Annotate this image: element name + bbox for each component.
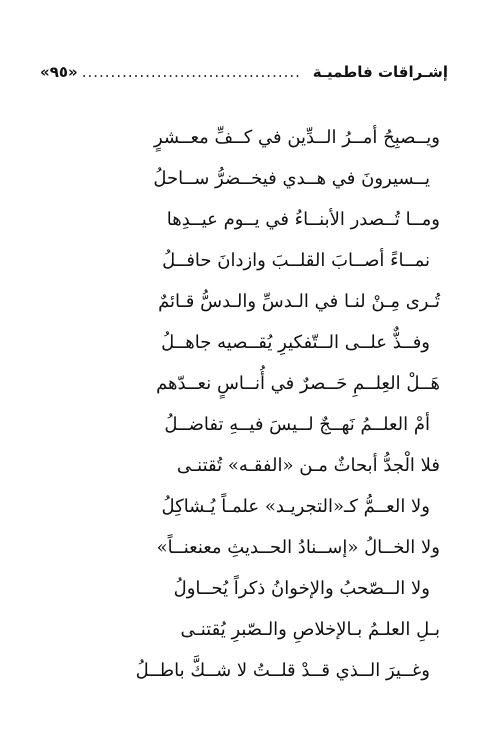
verse-line: وفــذٌّ علــى الــتّفكيرِ يُقــصيه جاهــلُ [161,332,430,353]
running-header [40,58,448,86]
page-number: «٩٥» [40,63,78,81]
verse-line: وغــيرَ الــذي قــدْ قلــتُ لا شــكَّ باطــلُ [135,660,430,681]
header-title: إشـراقات فاطميـة [312,63,448,81]
verse-line: ويــصبِحُ أمــرُ الــدِّين في كــفِّ معــشرٍ [153,127,440,148]
verse-line: هَــلْ العِلــمِ حَــصرٌ في أُنــاسٍ نعــدّهم [156,373,440,394]
verse-line: ولا الــصّحبُ والإخوانُ ذكراً يُحــاولُ [173,578,430,599]
verse-line: يــسيرونَ في هــدي فيخــضرُّ ســاحلُ [153,168,430,189]
verse-line: ولا الخــالُ «إســنادُ الحــديثِ معنعنــاً» [156,537,440,558]
verse-line: نمــاءً أصــابَ القلــبَ وازدانَ حافــلُ [162,250,430,271]
header-leader-dots: ...................................... [81,63,301,81]
verse-line: تُـرى مِـنْ لنـا في الـدسِّ والـدسُّ قـائمٌ [158,291,440,312]
verse-line: ولا العــمُّ كـ«التجريـد» علمـاً يُـشاكِلُ [161,496,430,517]
verse-line: ومــا تُــصدر الأبنــاءُ في يــوم عيــدِها [166,209,440,230]
verse-line: بـلِ العلـمُ بـالإخلاصِ والـصّبرِ يُقتنـى [180,619,440,640]
verse-line: أمْ العلــمُ نَهــجٌ لــيسَ فيــهِ تفاضــلُ [164,414,430,435]
verse-line: فلا الْجدُّ أبحاثٌ مـن «الفقـه» تُقتنـى [176,455,440,476]
